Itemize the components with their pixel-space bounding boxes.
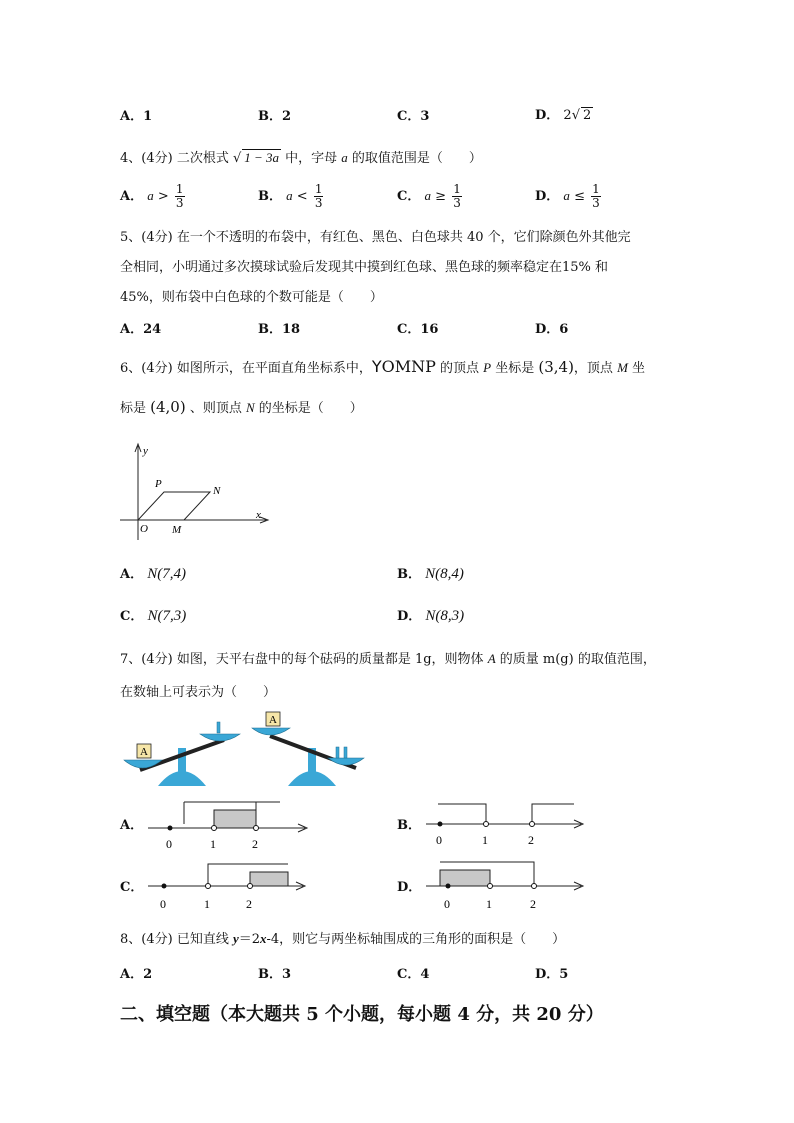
fraction: $\frac{1}{3}$ bbox=[314, 182, 323, 210]
q5-stem-line2: 全相同，小明通过多次摸球试验后发现其中摸到红色球、黑色球的频率稳定在15% 和 bbox=[120, 260, 609, 275]
q7-option-c-letter[interactable]: C． bbox=[120, 880, 144, 895]
q3-option-b[interactable]: B．2 bbox=[258, 109, 292, 124]
q6-option-a[interactable]: A． N(7,4) bbox=[120, 566, 186, 582]
scale-pan-right bbox=[328, 758, 364, 765]
tick-label-2: 2 bbox=[530, 897, 536, 911]
point-p-label: P bbox=[155, 478, 162, 490]
radical-sign: √ bbox=[232, 151, 242, 166]
q8-option-a[interactable]: A．2 bbox=[120, 967, 153, 982]
q5-option-b[interactable]: B．18 bbox=[258, 322, 301, 337]
range-left bbox=[438, 804, 486, 822]
y-axis-label: y bbox=[143, 445, 148, 457]
solid-dot-0 bbox=[446, 884, 451, 889]
q7-option-b-letter[interactable]: B． bbox=[397, 818, 421, 833]
q5-stem-line3: 45%，则布袋中白色球的个数可能是（ ） bbox=[120, 290, 383, 305]
q7-stem-line1: 7、(4分) 如图，天平右盘中的每个砝码的质量都是 1g，则物体 A 的质量 m(g) 的取值范围， bbox=[120, 651, 656, 667]
x-axis-label: x bbox=[256, 509, 261, 521]
open-dot-1 bbox=[488, 884, 493, 889]
solid-dot-0 bbox=[438, 822, 443, 827]
open-dot-1 bbox=[206, 884, 211, 889]
section-heading: 二、填空题（本大题共 5 个小题，每小题 4 分，共 20 分） bbox=[120, 1004, 604, 1025]
q8-stem: 8、(4分) 已知直线 y＝2x-4，则它与两坐标轴围成的三角形的面积是（ ） bbox=[120, 931, 566, 947]
q8-option-d[interactable]: D．5 bbox=[535, 967, 569, 982]
solid-dot-0 bbox=[162, 884, 167, 889]
object-a-label: A bbox=[269, 714, 277, 726]
q4-option-c[interactable]: C． a ≥ $\frac{1}{3}$ bbox=[397, 182, 461, 210]
q6-coordinate-figure bbox=[118, 440, 278, 544]
open-dot-2 bbox=[254, 826, 259, 831]
q3-option-a[interactable]: A．1 bbox=[120, 109, 153, 124]
fraction: $\frac{1}{3}$ bbox=[453, 182, 461, 210]
shaded-range bbox=[250, 872, 288, 886]
q4-stem: 4、(4分) 二次根式 √ 1 − 3a 中，字母 a 的取值范围是（ ） bbox=[120, 150, 482, 166]
q7-option-a-number-line bbox=[140, 796, 315, 852]
q3-option-d[interactable]: D． 2√ 2 bbox=[535, 108, 592, 123]
q4-option-d[interactable]: D． a ≤ $\frac{1}{3}$ bbox=[535, 182, 600, 210]
balance-scale-right bbox=[252, 712, 364, 786]
q4-option-b[interactable]: B． a < $\frac{1}{3}$ bbox=[258, 182, 323, 210]
q7-option-d-letter[interactable]: D． bbox=[397, 880, 422, 895]
tick-label-2: 2 bbox=[528, 833, 534, 847]
scale-pan-left bbox=[252, 728, 290, 735]
tick-label-0: 0 bbox=[436, 833, 442, 847]
tick-label-1: 1 bbox=[210, 837, 216, 851]
q5-stem-line1: 5、(4分) 在一个不透明的布袋中，有红色、黑色、白色球共 40 个，它们除颜色外其他完 bbox=[120, 230, 631, 245]
open-dot-2 bbox=[530, 822, 535, 827]
q8-option-b[interactable]: B．3 bbox=[258, 967, 292, 982]
open-dot-1 bbox=[212, 826, 217, 831]
parallelogram-omnp bbox=[138, 492, 210, 520]
weight-1g bbox=[217, 722, 220, 733]
point-o-label: O bbox=[140, 523, 148, 535]
tick-label-1: 1 bbox=[486, 897, 492, 911]
point-n-label: N bbox=[213, 485, 221, 497]
open-dot-2 bbox=[248, 884, 253, 889]
tick-label-0: 0 bbox=[160, 897, 166, 911]
tick-label-0: 0 bbox=[166, 837, 172, 851]
q6-option-c[interactable]: C． N(7,3) bbox=[120, 608, 187, 624]
tick-label-1: 1 bbox=[482, 833, 488, 847]
weight-1g bbox=[344, 747, 347, 758]
solid-dot-0 bbox=[168, 826, 173, 831]
open-dot-2 bbox=[532, 884, 537, 889]
q5-option-c[interactable]: C．16 bbox=[397, 322, 439, 337]
q6-option-d[interactable]: D． N(8,3) bbox=[397, 608, 465, 624]
fraction: $\frac{1}{3}$ bbox=[592, 182, 600, 210]
q6-stem-line1: 6、(4分) 如图所示，在平面直角坐标系中，ꓬOMNP 的顶点 P 坐标是 (3,4)，顶点 M 坐 bbox=[120, 357, 646, 376]
tick-label-1: 1 bbox=[204, 897, 210, 911]
open-dot-1 bbox=[484, 822, 489, 827]
balance-scale-left bbox=[124, 722, 240, 786]
weight-1g bbox=[336, 747, 339, 758]
scale-pan-left bbox=[124, 760, 162, 768]
radical-sign: √ bbox=[571, 108, 580, 123]
q7-option-d-number-line bbox=[418, 858, 593, 916]
shaded-range bbox=[214, 810, 256, 828]
q7-option-b-number-line bbox=[418, 796, 593, 852]
tick-label-0: 0 bbox=[444, 897, 450, 911]
point-m-label: M bbox=[172, 524, 182, 536]
q8-option-c[interactable]: C．4 bbox=[397, 967, 430, 982]
q7-option-c-number-line bbox=[140, 858, 315, 916]
scale-pan-right bbox=[200, 734, 240, 741]
q5-option-a[interactable]: A．24 bbox=[120, 322, 162, 337]
q7-balance-figure bbox=[120, 710, 370, 792]
q6-option-b[interactable]: B． N(8,4) bbox=[397, 566, 464, 582]
q3-option-c[interactable]: C．3 bbox=[397, 109, 430, 124]
object-a-label: A bbox=[140, 746, 148, 758]
tick-label-2: 2 bbox=[246, 897, 252, 911]
range-right bbox=[532, 804, 574, 822]
q6-stem-line2: 标是 (4,0) 、则顶点 N 的坐标是（ ） bbox=[120, 398, 363, 416]
q4-option-a[interactable]: A． a > $\frac{1}{3}$ bbox=[120, 182, 184, 210]
q5-option-d[interactable]: D．6 bbox=[535, 322, 569, 337]
q7-stem-line2: 在数轴上可表示为（ ） bbox=[120, 685, 277, 700]
tick-label-2: 2 bbox=[252, 837, 258, 851]
fraction: $\frac{1}{3}$ bbox=[175, 182, 184, 210]
q7-option-a-letter[interactable]: A． bbox=[120, 818, 144, 833]
